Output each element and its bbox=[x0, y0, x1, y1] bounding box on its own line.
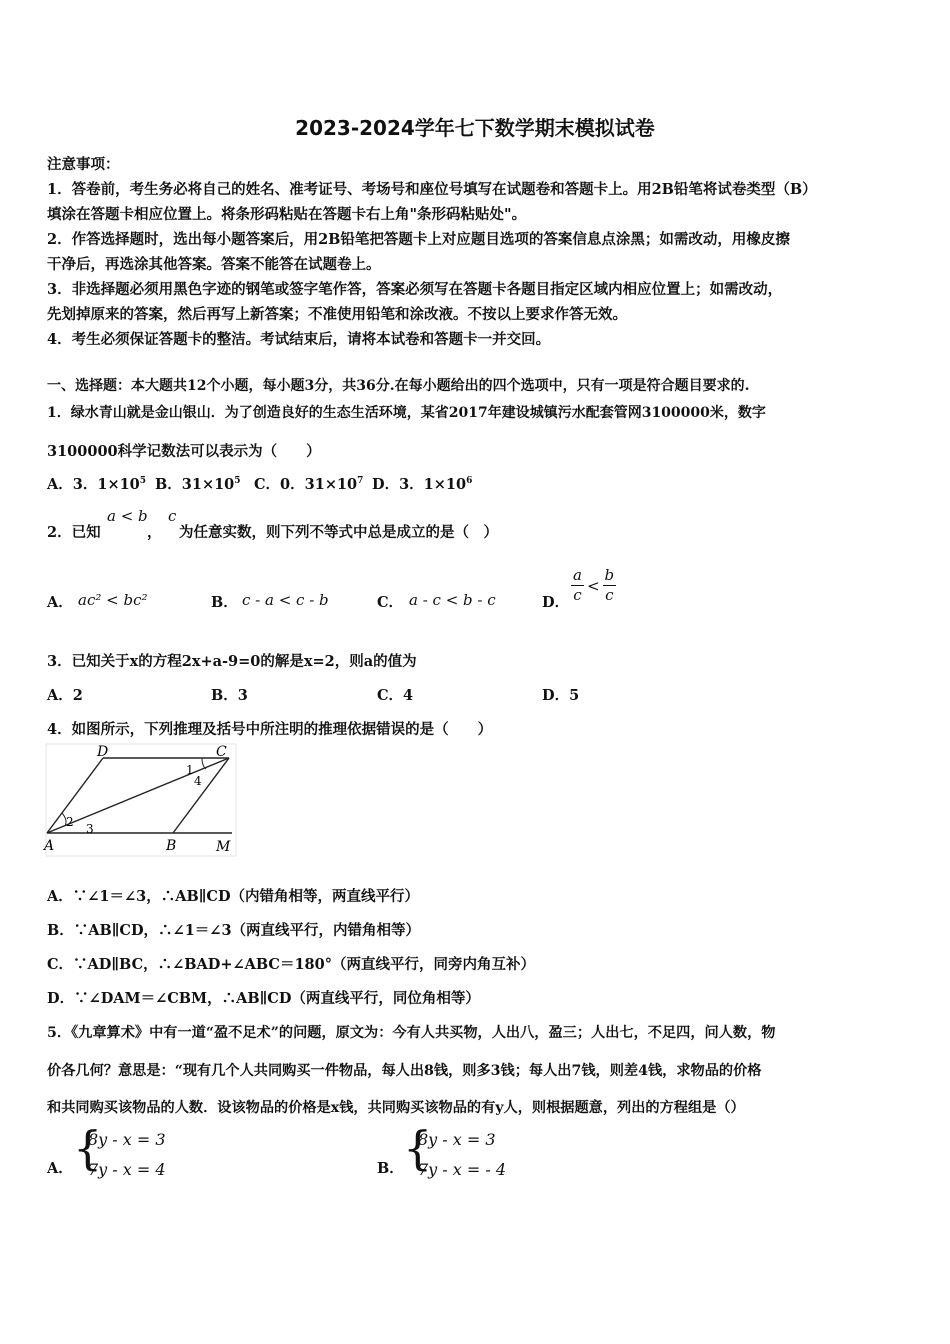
q5-option-b[interactable] bbox=[377, 1157, 404, 1178]
q5-option-a-eq1: 8y - x = 3 bbox=[88, 1130, 166, 1149]
system-brace: { bbox=[403, 1121, 433, 1175]
page-title: 2023-2024学年七下数学期末模拟试卷 bbox=[295, 116, 655, 140]
q1-option-c[interactable] bbox=[254, 473, 363, 494]
q3-option-d[interactable] bbox=[542, 684, 579, 705]
figure-frame bbox=[46, 744, 236, 856]
option-exponent: 6 bbox=[466, 476, 473, 487]
q2-option-c[interactable] bbox=[377, 591, 403, 612]
q5-text: 5．《九章算术》中有一道“盈不足术”的问题，原文为：今有人共买物，人出八，盈三；人出七，不足四，问人数，物 bbox=[47, 1025, 776, 1041]
q1-text: 1．绿水青山就是金山银山．为了创造良好的生态生活环境，某省2017年建设城镇污水配套管网3100000米，数字 bbox=[47, 405, 766, 421]
option-value: 5 bbox=[569, 687, 580, 704]
q3-text: 3．已知关于x的方程2x+a-9=0的解是x=2，则a的值为 bbox=[47, 653, 417, 670]
numerator: b bbox=[604, 566, 615, 584]
notice-line: 填涂在答题卡相应位置上。将条形码粘贴在答题卡右上角"条形码粘贴处"。 bbox=[47, 206, 527, 223]
q5-text: 和共同购买该物品的人数．设该物品的价格是x钱，共同购买该物品的有y人，则根据题意，列出的方程组是（） bbox=[47, 1100, 745, 1116]
q4-option-b[interactable]: B．∵AB∥CD，∴∠1＝∠3（两直线平行，内错角相等） bbox=[47, 922, 421, 939]
q5-text: 价各几何？意思是：“现有几个人共同购买一件物品，每人出8钱，则多3钱；每人出7钱，则差4钱，求物品的价格 bbox=[47, 1063, 762, 1079]
label-d: D bbox=[97, 744, 109, 760]
notice-line: 1．答卷前，考生务必将自己的姓名、准考证号、考场号和座位号填写在试题卷和答题卡上。用2B铅笔将试卷类型（B） bbox=[47, 181, 817, 198]
q5-option-a-eq2: 7y - x = 4 bbox=[88, 1160, 166, 1179]
fraction bbox=[571, 566, 584, 605]
q5-option-a[interactable] bbox=[47, 1157, 73, 1178]
option-label: A． bbox=[47, 594, 73, 611]
q2-option-a-expr: ac² < bc² bbox=[78, 591, 148, 609]
option-value: 4 bbox=[403, 687, 414, 704]
q2-option-b-expr: c - a < c - b bbox=[242, 591, 329, 609]
q1-option-a[interactable] bbox=[47, 473, 146, 494]
q3-option-c[interactable] bbox=[377, 684, 413, 705]
notice-line: 2．作答选择题时，选出每小题答案后，用2B铅笔把答题卡上对应题目选项的答案信息点涂黑；如需改动，用橡皮擦 bbox=[47, 231, 790, 248]
notice-line: 3．非选择题必须用黑色字迹的钢笔或签字笔作答，答案必须写在答题卡各题目指定区域内相应位置上；如需改动， bbox=[47, 281, 783, 298]
angle-label-4: 4 bbox=[194, 774, 202, 788]
option-value: 31×10 bbox=[181, 476, 235, 493]
q1-option-d[interactable] bbox=[372, 473, 472, 494]
option-label: A． bbox=[47, 687, 73, 704]
q2-option-a[interactable] bbox=[47, 591, 73, 612]
notice-line: 4．考生必须保证答题卡的整洁。考试结束后，请将本试卷和答题卡一并交回。 bbox=[47, 331, 551, 348]
q2-prefix: 2．已知 bbox=[47, 524, 101, 541]
label-b: B bbox=[166, 838, 177, 854]
denominator: c bbox=[605, 586, 614, 604]
q2-option-b[interactable] bbox=[211, 591, 238, 612]
denominator: c bbox=[573, 586, 582, 604]
q4-text: 4．如图所示，下列推理及括号中所注明的推理依据错误的是（ ） bbox=[47, 721, 493, 738]
relation: < bbox=[586, 576, 600, 595]
q2-text: 为任意实数，则下列不等式中总是成立的是（ ） bbox=[179, 524, 498, 541]
q3-option-a[interactable] bbox=[47, 684, 83, 705]
q5-option-b-eq1: 8y - x = 3 bbox=[418, 1130, 496, 1149]
option-label: B． bbox=[155, 476, 182, 493]
option-value: 3．1×10 bbox=[399, 476, 467, 493]
q5-option-b-eq2: 7y - x = - 4 bbox=[418, 1160, 507, 1179]
numerator: a bbox=[573, 566, 582, 584]
q2-variable: c bbox=[168, 507, 177, 525]
option-label: D． bbox=[542, 687, 570, 704]
option-label: D． bbox=[542, 594, 570, 611]
option-label: B． bbox=[377, 1160, 404, 1177]
option-exponent: 7 bbox=[357, 476, 364, 487]
q2-comma: ， bbox=[147, 524, 162, 541]
q1-option-b[interactable] bbox=[155, 473, 241, 494]
option-label: C． bbox=[254, 476, 281, 493]
option-label: B． bbox=[211, 594, 238, 611]
q3-option-b[interactable] bbox=[211, 684, 248, 705]
option-value: 0．31×10 bbox=[280, 476, 358, 493]
angle-label-1: 1 bbox=[186, 763, 194, 777]
q2-option-d-expr bbox=[571, 566, 616, 605]
option-label: A． bbox=[47, 1160, 73, 1177]
option-label: B． bbox=[211, 687, 238, 704]
q4-option-d[interactable]: D．∵∠DAM＝∠CBM，∴AB∥CD（两直线平行，同位角相等） bbox=[47, 990, 480, 1007]
system-brace: { bbox=[73, 1121, 103, 1175]
q4-parallelogram-figure bbox=[40, 742, 240, 860]
label-c: C bbox=[216, 744, 227, 760]
option-label: C． bbox=[377, 594, 404, 611]
notice-line: 先划掉原来的答案，然后再写上新答案；不准使用铅笔和涂改液。不按以上要求作答无效。 bbox=[47, 306, 627, 323]
option-label: A． bbox=[47, 476, 73, 493]
q4-option-a[interactable]: A．∵∠1＝∠3，∴AB∥CD（内错角相等，两直线平行） bbox=[47, 888, 420, 905]
option-value: 3．1×10 bbox=[72, 476, 140, 493]
q1-text: 3100000科学记数法可以表示为（ ） bbox=[47, 443, 321, 460]
option-label: C． bbox=[377, 687, 404, 704]
angle-label-2: 2 bbox=[66, 815, 74, 829]
notice-heading: 注意事项： bbox=[47, 156, 120, 173]
fraction bbox=[603, 566, 617, 605]
q2-condition: a < b bbox=[107, 507, 148, 525]
notice-line: 干净后，再选涂其他答案。答案不能答在试题卷上。 bbox=[47, 256, 381, 273]
option-value: 3 bbox=[237, 687, 248, 704]
section-heading: 一、选择题：本大题共12个小题，每小题3分，共36分.在每小题给出的四个选项中，只有一项是符合题目要求的. bbox=[47, 378, 750, 394]
q4-option-c[interactable]: C．∵AD∥BC，∴∠BAD+∠ABC＝180°（两直线平行，同旁内角互补） bbox=[47, 956, 535, 973]
option-exponent: 5 bbox=[139, 476, 147, 487]
q2-option-d[interactable] bbox=[542, 591, 569, 612]
label-m: M bbox=[216, 839, 231, 855]
option-exponent: 5 bbox=[234, 476, 241, 487]
option-value: 2 bbox=[72, 687, 83, 704]
q2-option-c-expr: a - c < b - c bbox=[409, 591, 496, 609]
option-label: D． bbox=[372, 476, 400, 493]
label-a: A bbox=[44, 838, 55, 854]
angle-label-3: 3 bbox=[86, 822, 94, 836]
